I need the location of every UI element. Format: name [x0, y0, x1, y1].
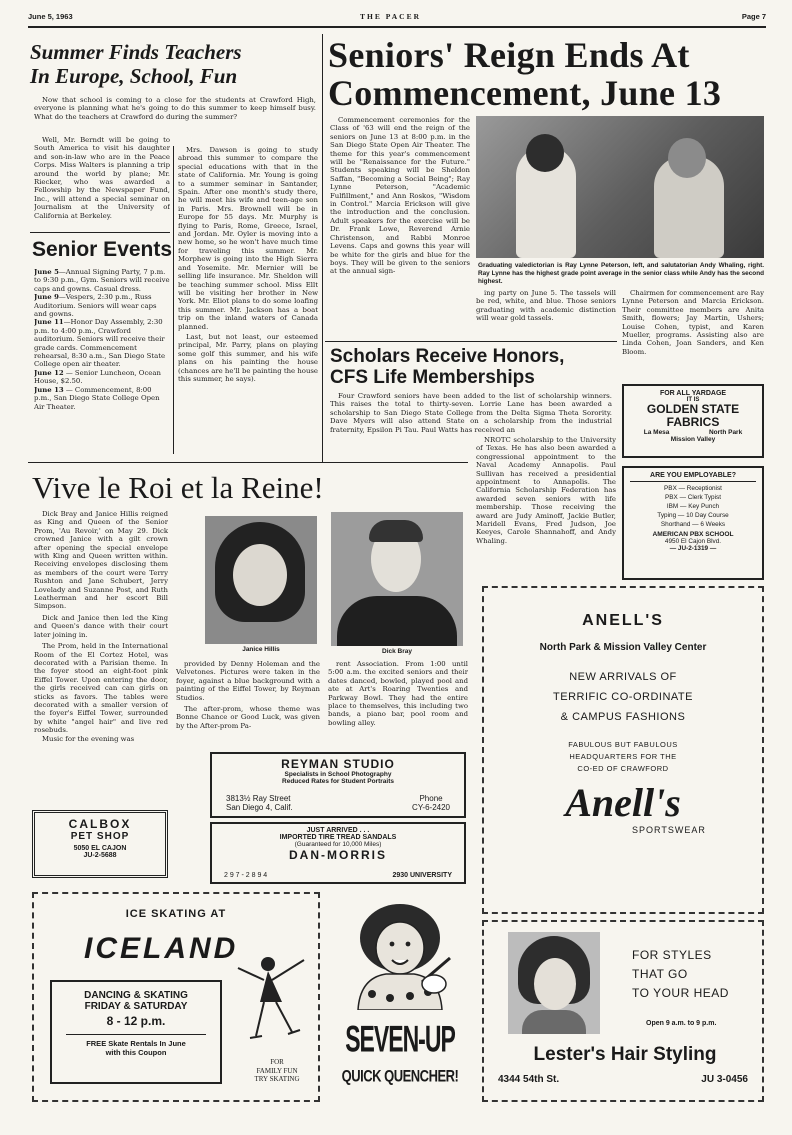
sevenup-title: SEVEN-UP [345, 1018, 455, 1060]
vive-col3-text: rent Association. From 1:00 until 5:00 a.m. the excited seniors and their dates danced, bowled, played pool and ate at Art's Roaring Twenties and Parkway Bowl. They had the entire place to themselves, this including two bands, a piano bar, pool room and bowling alley. [328, 660, 468, 727]
iceland-top: ICE SKATING AT [125, 908, 227, 920]
golden-loc-lamesa: La Mesa [643, 429, 670, 436]
teachers-col1-text: Well, Mr. Berndt will be going to South America to visit his daughter and son-in-law who are in the Peace Corps. Miss Walters is planning a trip around the world by plane; Mr. Riecker, who was awarded a Fellowship by the Newspaper Fund, Inc., will attend a special seminar on Journalism at the University of California at Berkeley. [34, 136, 170, 220]
event-item [34, 386, 170, 411]
employable-row: PBX — Clerk Typist [665, 494, 721, 501]
seniors-headline-line1: Seniors' Reign Ends At [328, 35, 690, 75]
golden-state-ad [622, 384, 764, 458]
golden-line2: IT IS [686, 397, 700, 403]
events-list [34, 268, 170, 458]
employable-row: Shorthand — 6 Weeks [660, 521, 726, 528]
lesters-line3: TO YOUR HEAD [632, 986, 729, 1000]
danmorris-address: 2930 UNIVERSITY [392, 872, 452, 879]
reyman-phone-number: CY-6-2420 [412, 803, 450, 812]
seniors-col3-text: ing party on June 5. The tassels will be red, white, and blue. Those seniors graduating with academic distinction will wear gold tassels. [476, 289, 616, 323]
seniors-headline-line2: Commencement, June 13 [328, 73, 722, 113]
calbox-ad [32, 810, 168, 878]
reyman-street: 3813½ Ray Street [226, 794, 291, 803]
teachers-col2-text: Mrs. Dawson is going to study abroad this summer to compare the special educations with that in the state of California. Mr. Young is going to a summer seminar in Santander, Spain. After one month's study there, he will meet his wife and teen-age son in Paris. Mrs. Brownell will be in Europe for 55 days. Mr. Murphy is flying to Paris, Rome, Greece, Israel, and Jordan. Mr. Oyler is moving into a new home, so he won't have much time for traveling this summer. Mr. Morphew is going into the High Sierra and Yosemite. Mr. Mernier will be selling life insurance. Mr. Sheldon will be teaching summer school. Miss Ellt will be visiting her brother in New York. Mr. Eliot plans to do some loafing this summer. Mr. Jackson has a boat trip on the inland waters of Canada planned. [178, 146, 318, 331]
reyman-slogan2: Reduced Rates for Student Portraits [282, 778, 394, 785]
scholars-col2 [476, 436, 616, 582]
iceland-hours: 8 - 12 p.m. [106, 1014, 166, 1028]
iceland-free: FREE Skate Rentals In June [86, 1039, 186, 1048]
scholars-headline-line1: Scholars Receive Honors, [330, 346, 565, 367]
event-date: June 9 [34, 293, 59, 302]
lesters-line1: FOR STYLES [632, 948, 712, 962]
seniors-col3 [476, 289, 616, 339]
graduates-caption [478, 262, 764, 286]
iceland-days: FRIDAY & SATURDAY [84, 1001, 188, 1012]
dick-bray-photo [331, 512, 463, 646]
lesters-line2: THAT GO [632, 967, 688, 981]
scholars-col2-text: NROTC scholarship to the University of Texas. He has also been awarded a congressional appointment to the Naval Academy Annapolis. Paul Sullivan has received a presidential appointment to Annapolis. The California Scholarship Federation has awarded seven seniors with life membership. Those receiving the award are Judy Aminoff, Jackie Butler, Maridell Evans, Fred Judson, Joe Keeyes, Carole Shannahoff, and Andy Whaling. [476, 436, 616, 545]
masthead-rule [28, 26, 766, 28]
iceland-divider [66, 1034, 206, 1035]
lesters-name: Lester's Hair Styling [533, 1044, 717, 1065]
graduates-photo [476, 116, 764, 258]
seven-up-ad [334, 892, 466, 1102]
employable-school: AMERICAN PBX SCHOOL [652, 531, 734, 538]
masthead [28, 12, 766, 26]
event-item [34, 293, 170, 318]
vive-col1 [34, 510, 168, 856]
lesters-phone: JU 3-0456 [701, 1074, 748, 1085]
event-text: — Commencement, 8:00 p.m., San Diego State College Open Air Theater. [34, 385, 160, 411]
teachers-headline [30, 40, 242, 88]
event-date: June 12 [34, 368, 64, 377]
anells-arrivals-line2: TERRIFIC CO-ORDINATE [553, 691, 693, 703]
reyman-city: San Diego 4, Calif. [226, 803, 293, 812]
iceland-family-fun: FAMILY FUN [256, 1066, 298, 1075]
golden-line3: GOLDEN STATE [646, 402, 740, 416]
vive-col1b-text: Dick and Janice then led the King and Queen's dance with their court later joining in. [34, 613, 168, 639]
teachers-intro-text: Now that school is coming to a close for the students at Crawford High, everyone is planning what he's going to do this summer to keep himself busy. What do the teachers at Crawford do during the summer? [34, 96, 316, 121]
reyman-slogan1: Specialists in School Photography [284, 771, 392, 778]
lesters-tagline [632, 946, 729, 1003]
graduates-caption-text: Graduating valedictorian is Ray Lynne Peterson, left, and salutatorian Andy Whaling, right. Ray Lynne has the highest grade point average in the senior class while Andy has the second highest. [478, 262, 764, 285]
employable-title: ARE YOU EMPLOYABLE? [630, 472, 756, 482]
vive-col2 [176, 660, 320, 748]
model-face [534, 958, 576, 1010]
vive-col1-text: Dick Bray and Janice Hillis reigned as King and Queen of the Senior Prom, 'Au Revoir,' on May 29. Dick crowned Janice with a gilt crown after opening the special envelope with King and Queen written within. Receiving envelopes disclosing them as members of the court were Terry Rushton and Jane Schubert, Jerry Lovelady and Suzanne Post, and Ruth Leatherman and her escort Bill Simpson. [34, 510, 168, 611]
employable-row: Typing — 10 Day Course [657, 512, 729, 519]
golden-line1: FOR ALL YARDAGE [659, 390, 727, 397]
lesters-model-photo [508, 932, 600, 1034]
iceland-for: FOR [270, 1058, 284, 1066]
teachers-headline-line1: Summer Finds Teachers [30, 40, 242, 64]
scholars-body-text: Four Crawford seniors have been added to the list of scholarship winners. This raises the total to thirty-seven. Lorrie Lane has been awarded a scholarship to San Diego State College from the Delta Sigma Theta Sorority. Dave Myers will also attend State on a scholarship from the industrial fraternity, Epsilon Pi Tau. Paul Watts has received an [330, 392, 612, 434]
teachers-intro [34, 96, 316, 132]
anells-logo: Anell's [565, 780, 681, 825]
danmorris-phone: 2 9 7 - 2 8 9 4 [224, 872, 268, 879]
event-item [34, 369, 170, 386]
graduate-head-right [668, 138, 706, 178]
teachers-col2 [178, 146, 318, 456]
reyman-phone-label: Phone [419, 794, 443, 803]
reyman-studio-ad [210, 752, 466, 818]
issue-date: June 5, 1963 [28, 12, 73, 21]
janice-caption: Janice Hillis [242, 646, 280, 653]
calbox-name: CALBOX [68, 817, 132, 831]
anells-fabulous [484, 739, 762, 775]
danmorris-line3: (Guaranteed for 10,000 Miles) [294, 841, 382, 848]
event-text: —Annual Signing Party, 7 p.m. to 9:30 p.m., Gym. Seniors will receive caps and gowns. Casual dress. [34, 268, 170, 293]
anells-arrivals-line1: NEW ARRIVALS OF [569, 671, 677, 683]
employable-phone: — JU-2-1319 — [669, 545, 717, 552]
danmorris-line2: IMPORTED TIRE TREAD SANDALS [279, 834, 397, 841]
iceland-coupon [50, 980, 222, 1084]
seniors-headline [328, 36, 721, 112]
golden-locations [624, 429, 762, 436]
golden-loc-mission: Mission Valley [670, 436, 716, 443]
dan-morris-ad [210, 822, 466, 884]
events-top-rule [30, 232, 170, 233]
iceland-name: ICELAND [84, 932, 239, 965]
vive-col2-text: provided by Denny Holeman and the Velvetones. Pictures were taken in the foyer, against a blue background with a painting of the Eiffel Tower, by Reyman Studios. [176, 660, 320, 702]
event-date: June 5 [34, 268, 59, 276]
seniors-body [330, 116, 470, 338]
reyman-address [226, 794, 293, 812]
lesters-address: 4344 54th St. [498, 1074, 560, 1085]
teachers-col-rule [173, 146, 174, 454]
teachers-headline-line2: In Europe, School, Fun [30, 64, 238, 88]
dick-suit [337, 596, 457, 646]
anells-fab-line2: HEADQUARTERS FOR THE [569, 752, 677, 761]
teachers-col2b-text: Last, but not least, our esteemed principal, Mr. Parry, plans on playing some golf this summer, and his wife plans on his painting the house (chances are he'll be painting the house this summer, he says). [178, 332, 318, 383]
teachers-col1 [34, 136, 170, 224]
anells-ad [482, 586, 764, 914]
danmorris-line1: JUST ARRIVED . . . [306, 827, 370, 834]
vive-col1d-text: Music for the evening was [42, 734, 135, 743]
dick-caption: Dick Bray [382, 648, 412, 655]
lesters-ad [482, 920, 764, 1102]
event-text: —Vespers, 2:30 p.m., Russ Auditorium. Seniors will wear caps and gowns. [34, 293, 157, 319]
event-item [34, 268, 170, 293]
anells-arrivals-line3: & CAMPUS FASHIONS [560, 711, 686, 723]
lesters-hours: Open 9 a.m. to 9 p.m. [646, 1020, 717, 1027]
anells-logo-sub: SPORTSWEAR [632, 825, 706, 835]
left-column-rule [322, 34, 323, 462]
vive-col3 [328, 660, 468, 748]
calbox-address: 5050 EL CAJON [73, 845, 127, 852]
dick-hair [369, 520, 423, 542]
employable-rows [624, 484, 762, 529]
danmorris-name: DAN-MORRIS [289, 848, 387, 862]
event-date: June 13 [34, 385, 64, 394]
reyman-phone [412, 794, 450, 812]
vive-top-rule [28, 462, 468, 463]
seniors-col4 [622, 289, 764, 379]
model-shoulders [522, 1010, 586, 1034]
seniors-col4-text: Chairmen for commencement are Ray Lynne Peterson and Marcia Erickson. Their committee members are Anita Smith, flowers; Jay Martin, Ushers; Louise Cohen, typist, and Karen Mueller, programs. Assisting also are Linda Cohen, Joan Sanders, and Ken Bloom. [622, 289, 764, 356]
iceland-try: TRY SKATING [254, 1075, 300, 1083]
seniors-body-text: Commencement ceremonies for the Class of '63 will end the reign of the seniors on June 13 at 8:00 p.m. in the San Diego State Open Air Theater. The theme for this year's commencement will be "Renaissance for the Future." Students speaking will be Sheldon Saffan, "Becoming a Social Being"; Ray Lynne Peterson, "Academic Fulfillment," and Ann Roskos, "Wisdom in Control." Marcia Erickson will give the introduction and the conclusion. Adult speakers for the exercise will be Dr. Frank Lowe, Reverend Arnie Christenson, and Rabbi Monroe Levens. Caps and gowns this year will be white for the girls and blue for the boys. They will be given to the seniors at the annual sign- [330, 116, 470, 276]
scholars-top-rule [325, 341, 617, 342]
golden-loc-northpark: North Park [708, 429, 743, 436]
iceland-ad [32, 892, 320, 1102]
sevenup-slogan: QUICK QUENCHER! [341, 1066, 459, 1086]
event-item [34, 318, 170, 368]
calbox-subtitle: PET SHOP [70, 831, 130, 842]
singer-illustration [338, 898, 462, 1010]
paper-name: THE PACER [360, 12, 421, 21]
graduate-head-left [526, 134, 564, 172]
vive-col2b-text: The after-prom, whose theme was Bonne Chance or Good Luck, was given by the After-prom Pa- [176, 705, 320, 730]
employable-row: PBX — Receptionist [664, 485, 722, 492]
employable-address: 4950 El Cajon Blvd. [664, 538, 722, 545]
skater-illustration [230, 950, 314, 1050]
employable-row: IBM — Key Punch [666, 503, 720, 510]
event-text: — Senior Luncheon, Ocean House, $2.50. [34, 368, 161, 386]
events-title: Senior Events [32, 238, 173, 261]
scholars-headline-line2: CFS Life Memberships [330, 367, 535, 388]
iceland-coupon-text: with this Coupon [105, 1048, 167, 1057]
anells-name: ANELL'S [582, 612, 664, 629]
event-date: June 11 [34, 318, 64, 327]
iceland-dancing: DANCING & SKATING [84, 990, 188, 1001]
anells-locations: North Park & Mission Valley Center [539, 642, 707, 653]
anells-fab-line3: CO-ED OF CRAWFORD [577, 764, 669, 773]
employable-ad [622, 466, 764, 580]
reyman-name: REYMAN STUDIO [281, 757, 395, 771]
vive-headline: Vive le Roi et la Reine! [32, 470, 324, 505]
vive-col1c-text: The Prom, held in the International Room of the El Cortez Hotel, was decorated with a Parisian theme. In the foyer stood an eight-foot pink Eiffel Tower. Upon entering the door, the girls received can can girls on sticks as favors. The tables were decorated with a smaller version of the foyer's Eiffel Tower, surrounded by white "angel hair" and live red rosebuds. [34, 642, 168, 735]
anells-arrivals [484, 667, 762, 727]
calbox-phone: JU-2-5688 [83, 852, 117, 859]
iceland-family [240, 1058, 314, 1084]
golden-line4: FABRICS [666, 415, 720, 429]
event-text: —Honor Day Assembly, 2:30 p.m. to 4:00 p.m., Crawford auditorium. Seniors will receive their grade cards. Commencement rehearsal, 8:30 a.m., San Diego State College open air theater. [34, 318, 166, 369]
janice-face [233, 544, 287, 606]
janice-hillis-photo [205, 516, 317, 644]
page-number: Page 7 [741, 12, 766, 21]
scholars-headline [330, 346, 564, 388]
anells-fab-line1: FABULOUS BUT FABULOUS [568, 740, 678, 749]
